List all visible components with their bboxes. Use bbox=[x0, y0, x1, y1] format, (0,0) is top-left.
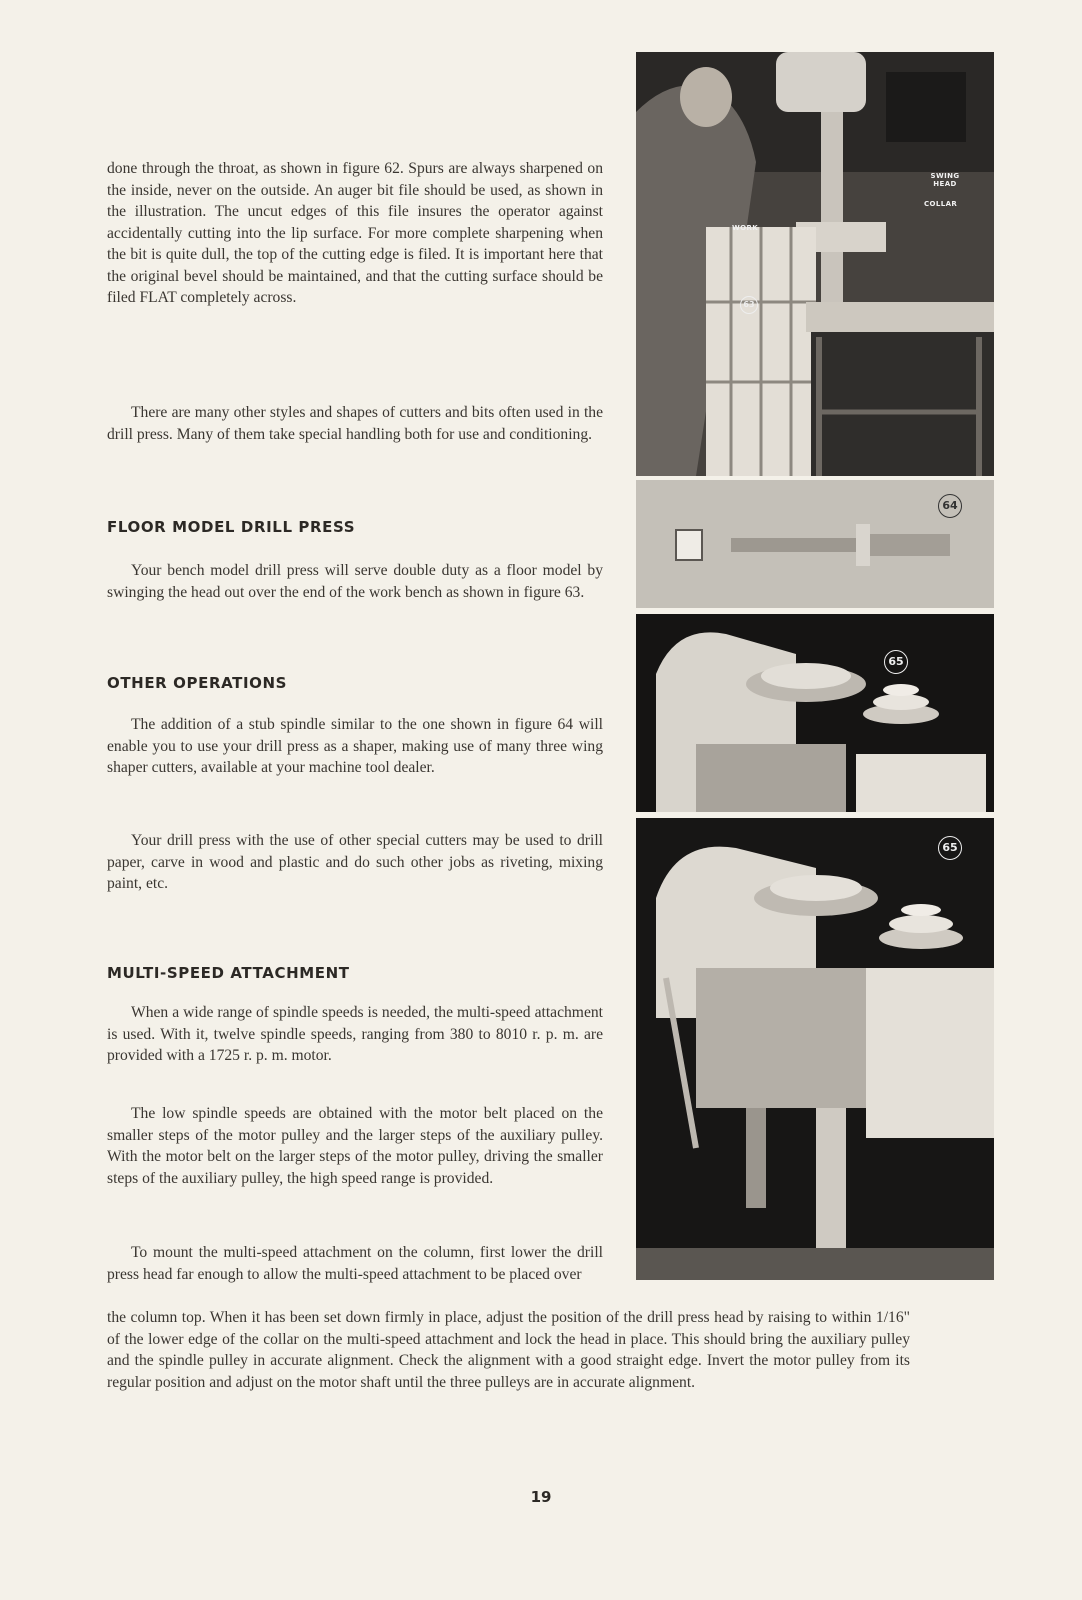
label-collar: COLLAR bbox=[924, 200, 958, 208]
figure-66-number: 65 bbox=[938, 836, 962, 860]
label-work: WORK bbox=[732, 224, 759, 232]
paragraph-mounting-continued: the column top. When it has been set down firmly in place, adjust the position of the drill press head by raising to within 1/16" of the lower edge of the collar on the multi-speed attachment and lock the head in place. This should bring the auxiliary pulley and the spindle pulley in accurate alignment. Check the alignment with a good straight edge. Invert the motor pulley from its regular position and adjust on the motor shaft until the three pulleys are in accurate alignment. bbox=[107, 1309, 910, 1391]
figure-64-photo bbox=[636, 480, 994, 608]
figure-63-number: 63 bbox=[740, 296, 758, 314]
figure-64-number: 64 bbox=[938, 494, 962, 518]
figure-65-number: 65 bbox=[884, 650, 908, 674]
paragraph-other-cutters: There are many other styles and shapes of cutters and bits often used in the drill press. Many of them take special handling both for use and conditioning. bbox=[107, 404, 603, 443]
figure-66-photo bbox=[636, 818, 994, 1280]
heading-other-operations: OTHER OPERATIONS bbox=[107, 674, 288, 692]
paragraph-auger-bit-sharpening: done through the throat, as shown in figure 62. Spurs are always sharpened on the inside, never on the outside. An auger bit file should be used, as shown in the illustration. The uncut edges of this file insures the operator against accidentally cutting into the lip surface. For more complete sharpening when the bit is quite dull, the top of the cutting edge is filed. It is important here that the original bevel should be maintained, and that the cutting surface should be filed FLAT completely across. bbox=[107, 160, 603, 306]
heading-floor-model: FLOOR MODEL DRILL PRESS bbox=[107, 518, 356, 536]
label-swing-head: SWING HEAD bbox=[930, 172, 960, 188]
paragraph-stub-spindle: The addition of a stub spindle similar to the one shown in figure 64 will enable you to use your drill press as a shaper, making use of many three wing shaper cutters, available at your machine tool dealer. bbox=[107, 716, 603, 776]
paragraph-low-high-speeds: The low spindle speeds are obtained with the motor belt placed on the smaller steps of the motor pulley and the larger steps of the auxiliary pulley. With the motor belt on the larger steps of the motor pulley, driving the smaller steps of the auxiliary pulley, the high speed range is provided. bbox=[107, 1105, 603, 1187]
paragraph-mounting-intro: To mount the multi-speed attachment on the column, first lower the drill press head far enough to allow the multi-speed attachment to be placed over bbox=[107, 1244, 603, 1283]
paragraph-special-cutters: Your drill press with the use of other special cutters may be used to drill paper, carve in wood and plastic and do such other jobs as riveting, mixing paint, etc. bbox=[107, 832, 603, 892]
page-number: 19 bbox=[530, 1488, 552, 1506]
heading-multi-speed: MULTI-SPEED ATTACHMENT bbox=[107, 964, 350, 982]
paragraph-multi-speed-range: When a wide range of spindle speeds is needed, the multi-speed attachment is used. With it, twelve spindle speeds, ranging from 380 to 8010 r. p. m. are provided with a 1725 r. p. m. motor. bbox=[107, 1004, 603, 1064]
figure-65-photo bbox=[636, 614, 994, 812]
paragraph-floor-model: Your bench model drill press will serve double duty as a floor model by swinging the head out over the end of the work bench as shown in figure 63. bbox=[107, 562, 603, 601]
figure-63-photo bbox=[636, 52, 994, 476]
